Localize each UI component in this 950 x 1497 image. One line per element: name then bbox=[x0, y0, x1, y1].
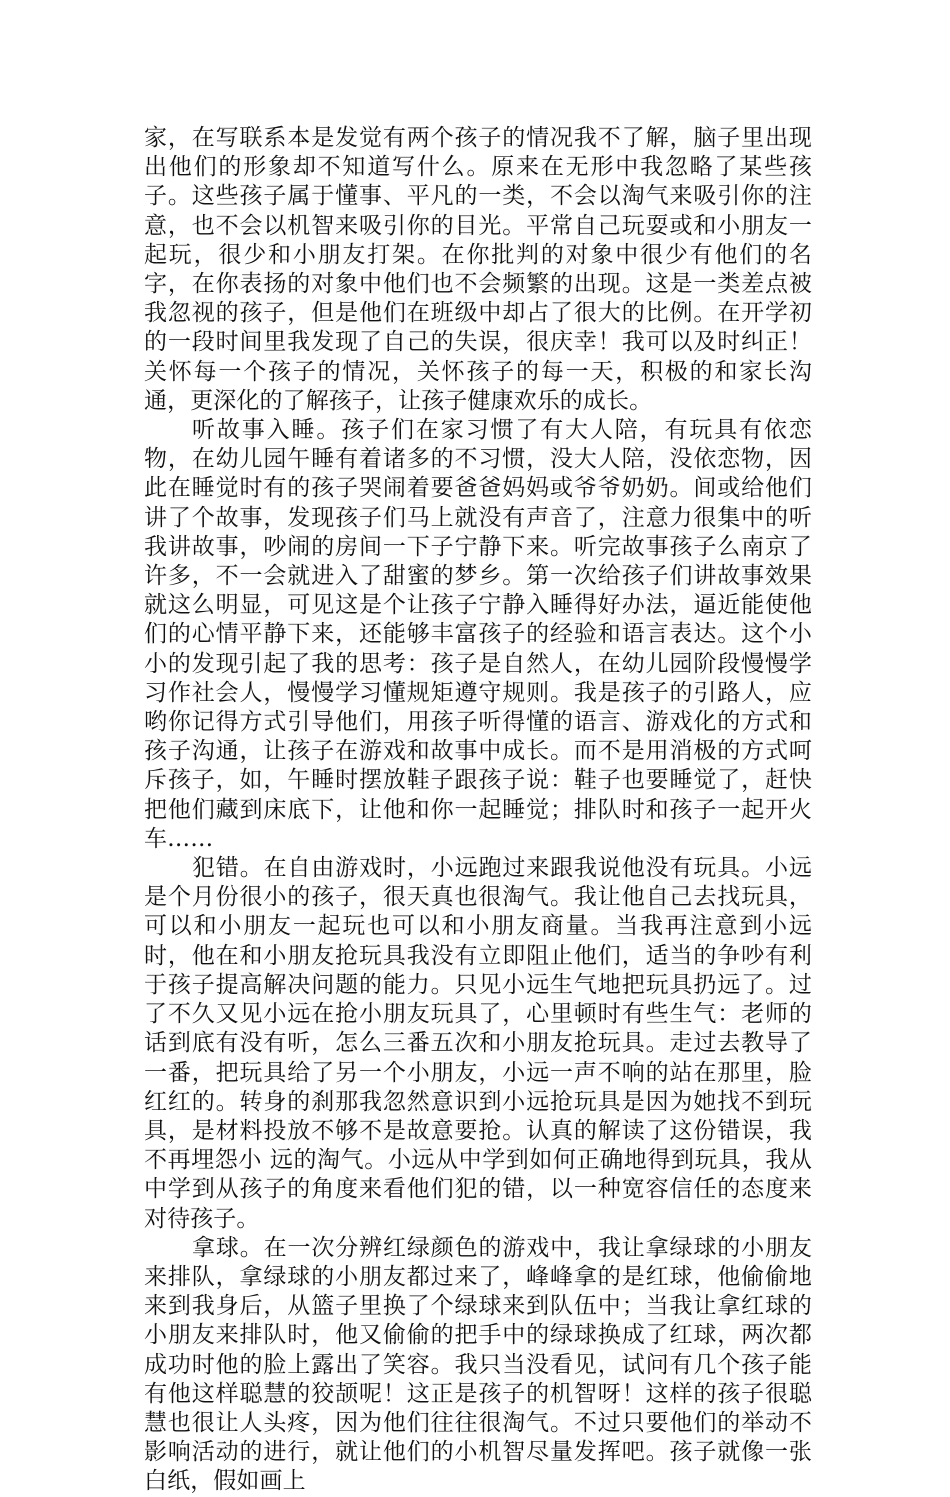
document-body bbox=[144, 124, 812, 1497]
paragraph-2: 听故事入睡。孩子们在家习惯了有大人陪，有玩具有依恋物，在幼儿园午睡有着诸多的不习惯，没大人陪，没依恋物，因此在睡觉时有的孩子哭闹着要爸爸妈妈或爷爷奶奶。间或给他们讲了个故事，发现孩子们马上就没有声音了，注意力很集中的听我讲故事，吵闹的房间一下子宁静下来。听完故事孩子么南京了许多，不一会就进入了甜蜜的梦乡。第一次给孩子们讲故事效果就这么明显，可见这是个让孩子宁静入睡得好办法，逼近能使他们的心情平静下来，还能够丰富孩子的经验和语言表达。这个小小的发现引起了我的思考：孩子是自然人，在幼儿园阶段慢慢学习作社会人，慢慢学习懂规矩遵守规则。我是孩子的引路人，应哟你记得方式引导他们，用孩子听得懂的语言、游戏化的方式和孩子沟通，让孩子在游戏和故事中成长。而不是用消极的方式呵斥孩子，如，午睡时摆放鞋子跟孩子说：鞋子也要睡觉了，赶快把他们藏到床底下，让他和你一起睡觉；排队时和孩子一起开火车…… bbox=[144, 417, 812, 852]
paragraph-4: 拿球。在一次分辨红绿颜色的游戏中，我让拿绿球的小朋友来排队，拿绿球的小朋友都过来了，峰峰拿的是红球，他偷偷地来到我身后，从篮子里换了个绿球来到队伍中；当我让拿红球的小朋友来排队时，他又偷偷的把手中的绿球换成了红球，两次都成功时他的脸上露出了笑容。我只当没看见，试问有几个孩子能有他这样聪慧的狡颉呢！这正是孩子的机智呀！这样的孩子很聪慧也很让人头疼，因为他们往往很淘气。不过只要他们的举动不影响活动的进行，就让他们的小机智尽量发挥吧。孩子就像一张白纸，假如画上 bbox=[144, 1234, 812, 1495]
paragraph-1: 家，在写联系本是发觉有两个孩子的情况我不了解，脑子里出现出他们的形象却不知道写什么。原来在无形中我忽略了某些孩子。这些孩子属于懂事、平凡的一类，不会以淘气来吸引你的注意，也不会以机智来吸引你的目光。平常自己玩耍或和小朋友一起玩，很少和小朋友打架。在你批判的对象中很少有他们的名字，在你表扬的对象中他们也不会频繁的出现。这是一类差点被我忽视的孩子，但是他们在班级中却占了很大的比例。在开学初的一段时间里我发现了自己的失误，很庆幸！我可以及时纠正！关怀每一个孩子的情况，关怀孩子的每一天，积极的和家长沟通，更深化的了解孩子，让孩子健康欢乐的成长。 bbox=[144, 125, 812, 414]
paragraph-3: 犯错。在自由游戏时，小远跑过来跟我说他没有玩具。小远是个月份很小的孩子，很天真也很淘气。我让他自己去找玩具，可以和小朋友一起玩也可以和小朋友商量。当我再注意到小远时，他在和小朋友抢玩具我没有立即阻止他们，适当的争吵有利于孩子提高解决问题的能力。只见小远生气地把玩具扔远了。过了不久又见小远在抢小朋友玩具了，心里顿时有些生气：老师的话到底有没有听，怎么三番五次和小朋友抢玩具。走过去教导了一番，把玩具给了另一个小朋友，小远一声不响的站在那里，脸红红的。转身的刹那我忽然意识到小远抢玩具是因为她找不到玩具，是材料投放不够不是故意要抢。认真的解读了这份错误，我不再埋怨小 远的淘气。小远从中学到如何正确地得到玩具，我从中学到从孩子的角度来看他们犯的错，以一种宽容信任的态度来对待孩子。 bbox=[144, 855, 812, 1232]
